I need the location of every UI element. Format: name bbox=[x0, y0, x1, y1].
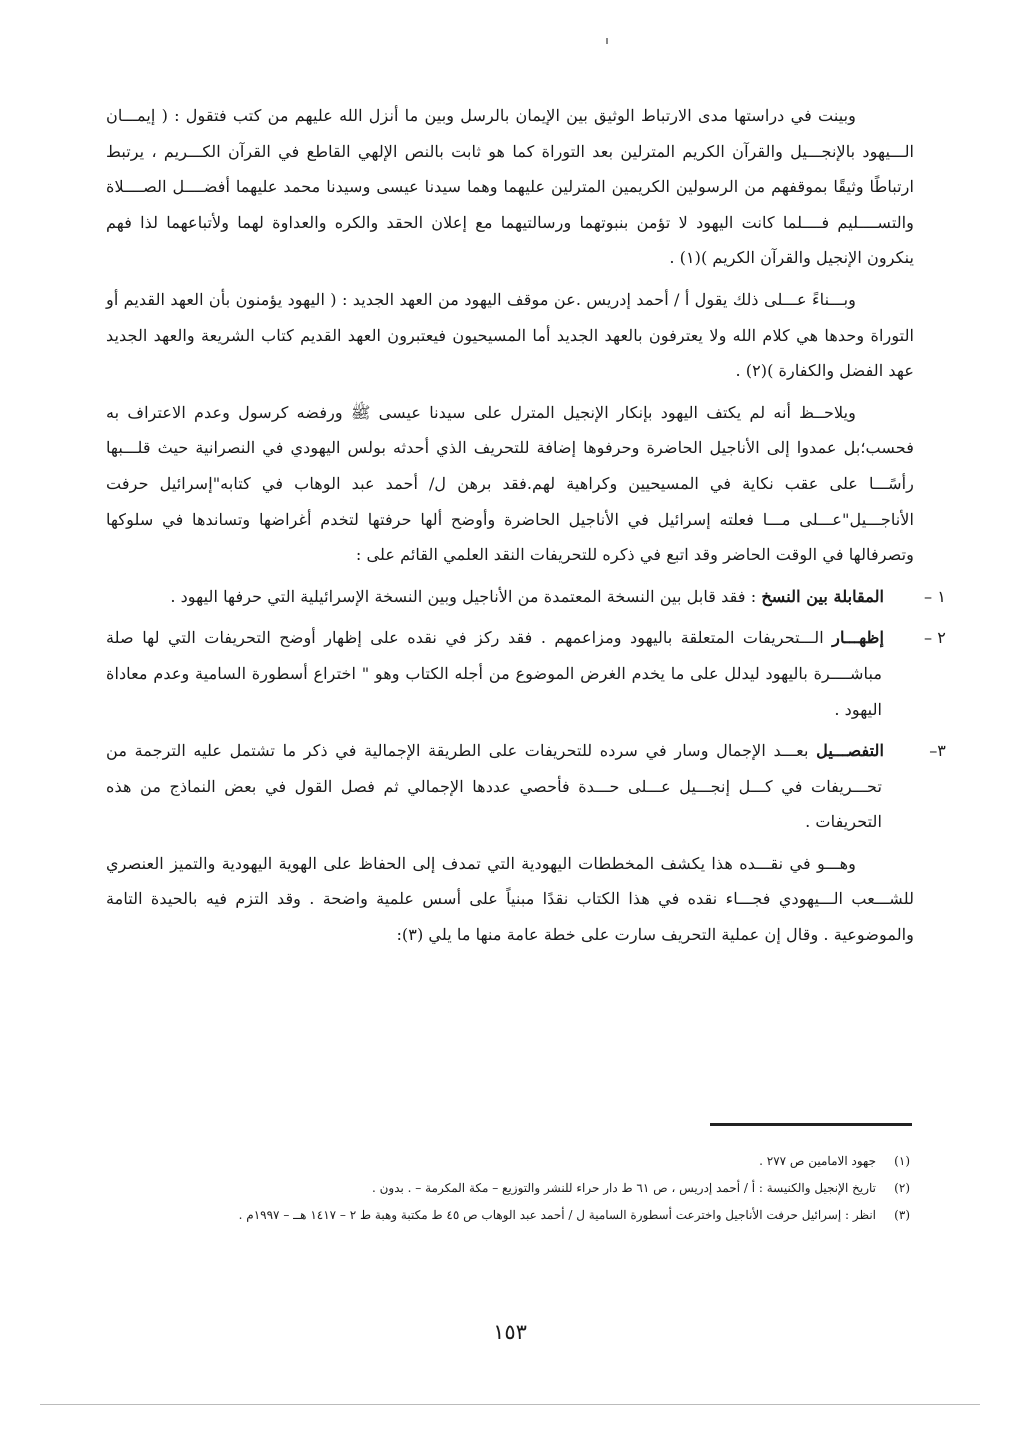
list-heading: التفصـــيل bbox=[816, 741, 884, 761]
paragraph-3: ويلاحــظ أنه لم يكتف اليهود بإنكار الإنجيل المترل على سيدنا عيسى ﷺ ورفضه كرسول وعدم الاعتراف به فحسب؛بل عمدوا إلى الأناجيل الحاضرة وحرفوها إضافة للتحريف الذي أحدثه بولس اليهودي في النصرانية حيث قلـــبها رأسًـــا على عقب نكاية في المسيحيين وكراهية لهم.فقد برهن ل/ أحمد عبد الوهاب في كتابه"إسرائيل حرفت الأناجـــيل"عـــلى مـــا فعلته إسرائيل في الأناجيل الحاضرة وأوضح ألها حرفتها لتخدم أغراضها وتساندها في سلوكها وتصرفالها في الوقت الحاضر وقد اتبع في ذكره للتحريفات النقد العلمي القائم على : bbox=[106, 402, 914, 565]
footnote-number: (١) bbox=[894, 1154, 910, 1168]
footnote-number: (٢) bbox=[894, 1181, 910, 1195]
footnote-text: تاريخ الإنجيل والكنيسة : أ / أحمد إدريس ، ص ٦١ ط دار حراء للنشر والتوزيع – مكة المكرمة – . بدون . bbox=[371, 1181, 876, 1195]
paragraph-1: وبينت في دراستها مدى الارتباط الوثيق بين الإيمان بالرسل وبين ما أنزل الله عليهم من كتب فتقول : ( إيمـــان الـــيهود بالإنجـــيل والقرآن الكريم المترلين بعد التوراة كما هو ثابت بالنص الإلهي القاطع في القرآن الكـــريم ، يرتبط ارتباطًا وثيقًا بموقفهم من الرسولين الكريمين المترلين عليهما وهما سيدنا عيسى وسيدنا محمد عليهما أفضــــل الصــــلاة والتســــليم فــــلما كانت اليهود لا تؤمن بنبوتهما ورسالتيهما مع إعلان الحقد والكره والعداوة لهما ولأتباعهما لذا فهم ينكرون الإنجيل والقرآن الكريم )(١) . bbox=[106, 106, 914, 268]
list-text: : فقد قابل بين النسخة المعتمدة من الأناجيل وبين النسخة الإسرائيلية التي حرفها اليهود . bbox=[170, 586, 762, 606]
list-number: ١ – bbox=[924, 586, 946, 606]
list-item-2 bbox=[106, 620, 946, 727]
list-heading: المقابلة بين النسخ bbox=[761, 586, 884, 606]
paragraph-2: وبـــناءً عـــلى ذلك يقول أ / أحمد إدريس .عن موقف اليهود من العهد الجديد : ( اليهود يؤمنون بأن العهد القديم أو التوراة وحدها هي كلام الله ولا يعترفون بالعهد الجديد أما المسيحيون فيعتبرون العهد القديم كتاب الشريعة والعهد الجديد عهد الفضل والكفارة )(٢) . bbox=[106, 289, 914, 381]
scan-edge-line bbox=[40, 1404, 980, 1405]
footnote-text: جهود الامامين ص ٢٧٧ . bbox=[759, 1154, 876, 1168]
footnote-3 bbox=[100, 1202, 910, 1229]
footnotes bbox=[100, 1148, 910, 1229]
footnote-text: انظر : إسرائيل حرفت الأناجيل واخترعت أسطورة السامية ل / أحمد عبد الوهاب ص ٤٥ ط مكتبة وهبة ط ٢ – ١٤١٧ هــ – ١٩٩٧م . bbox=[238, 1208, 876, 1222]
page-number: ١٥٣ bbox=[493, 1320, 527, 1344]
footnote-1 bbox=[100, 1148, 910, 1175]
footnote-2 bbox=[100, 1175, 910, 1202]
list-item-3 bbox=[106, 733, 946, 840]
list-text: الـــتحريفات المتعلقة باليهود ومزاعمهم . فقد ركز في نقده على إظهار أوضح التحريفات التي لها صلة مباشــــرة باليهود ليدلل على ما يخدم الغرض الموضوع من أجله الكتاب وهو " اختراع أسطورة السامية وعدم معاداة اليهود . bbox=[106, 628, 882, 719]
scan-mark bbox=[606, 38, 608, 44]
list-item-1 bbox=[106, 579, 946, 615]
footnote-separator bbox=[710, 1123, 912, 1126]
footnote-number: (٣) bbox=[894, 1208, 910, 1222]
main-body bbox=[106, 98, 946, 959]
list-number: ٣– bbox=[929, 741, 946, 761]
paragraph-4: وهـــو في نقـــده هذا يكشف المخططات اليهودية التي تمدف إلى الحفاظ على الهوية اليهودية والتميز العنصري للشـــعب الـــيهودي فجـــاء نقده في هذا الكتاب نقدًا مبنياً على أسس علمية واضحة . وقد التزم فيه بالحيدة التامة والموضوعية . وقال إن عملية التحريف سارت على خطة عامة منها ما يلي (٣): bbox=[106, 853, 914, 945]
list-text: بعـــد الإجمال وسار في سرده للتحريفات على الطريقة الإجمالية في ذكر ما تشتمل عليه الترجمة من تحـــريفات في كـــل إنجـــيل عـــلى حـــدة فأحصي عددها الإجمالي ثم فصل القول في بعض النماذج من هذه التحريفات . bbox=[106, 741, 882, 832]
list-heading: إظهـــار bbox=[832, 628, 884, 648]
list-number: ٢ – bbox=[924, 628, 946, 648]
